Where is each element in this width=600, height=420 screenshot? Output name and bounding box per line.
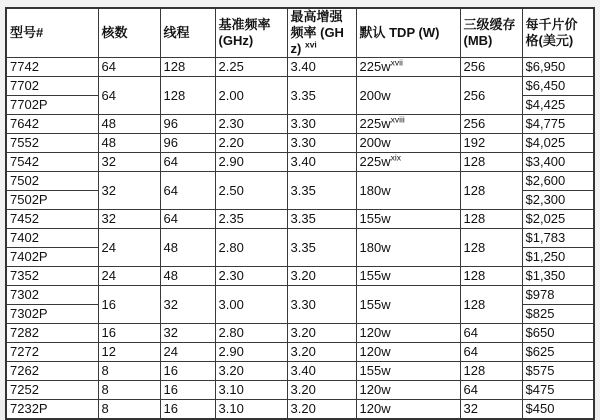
cores-cell-label: 32 bbox=[101, 154, 116, 169]
cores-cell bbox=[98, 134, 160, 153]
l3-cache-cell-label: 256 bbox=[463, 116, 486, 131]
cores-cell bbox=[98, 324, 160, 343]
base-freq-cell-label: 3.20 bbox=[218, 363, 244, 378]
price-cell bbox=[522, 400, 594, 420]
tdp-cell-label: 180w bbox=[359, 182, 391, 198]
boost-freq-cell bbox=[287, 153, 356, 172]
threads-cell-label: 32 bbox=[163, 325, 178, 340]
price-cell bbox=[522, 305, 594, 324]
boost-freq-cell-label: 3.35 bbox=[290, 239, 316, 255]
boost-freq-cell-label: 3.20 bbox=[290, 382, 316, 397]
base-freq-cell bbox=[215, 286, 287, 324]
model-cell-label: 7742 bbox=[10, 59, 39, 74]
threads-cell bbox=[160, 267, 215, 286]
threads-cell bbox=[160, 324, 215, 343]
threads-cell bbox=[160, 286, 215, 324]
table-body bbox=[6, 58, 594, 420]
boost-freq-cell bbox=[287, 362, 356, 381]
base-freq-cell-label: 3.00 bbox=[218, 296, 244, 312]
cores-cell bbox=[98, 210, 160, 229]
model-cell-label: 7302P bbox=[10, 306, 48, 321]
base-freq-cell bbox=[215, 172, 287, 210]
threads-cell bbox=[160, 134, 215, 153]
threads-cell bbox=[160, 362, 215, 381]
boost-freq-cell bbox=[287, 134, 356, 153]
cores-cell-label: 48 bbox=[101, 116, 116, 131]
cores-cell-label: 32 bbox=[101, 211, 116, 226]
cores-cell-label: 64 bbox=[101, 87, 116, 103]
price-cell-label: $825 bbox=[525, 306, 555, 321]
table-row bbox=[6, 267, 594, 286]
tdp-cell bbox=[356, 229, 460, 267]
threads-cell bbox=[160, 229, 215, 267]
l3-cache-cell bbox=[460, 381, 522, 400]
price-cell bbox=[522, 343, 594, 362]
model-cell bbox=[6, 96, 98, 115]
model-cell-label: 7502 bbox=[10, 173, 39, 188]
l3-cache-cell-label: 128 bbox=[463, 154, 486, 169]
model-cell bbox=[6, 362, 98, 381]
boost-freq-cell bbox=[287, 77, 356, 115]
base-freq-cell bbox=[215, 153, 287, 172]
base-freq-cell bbox=[215, 324, 287, 343]
cores-cell bbox=[98, 343, 160, 362]
l3-cache-cell-label: 256 bbox=[463, 59, 486, 74]
tdp-header-label: 默认 TDP (W) bbox=[359, 25, 440, 40]
cores-cell-label: 8 bbox=[101, 363, 109, 378]
l3-cache-cell bbox=[460, 229, 522, 267]
boost-freq-cell-label: 3.20 bbox=[290, 344, 316, 359]
cores-cell-label: 24 bbox=[101, 268, 116, 283]
model-cell-label: 7642 bbox=[10, 116, 39, 131]
threads-cell-label: 32 bbox=[163, 296, 178, 312]
price-cell-label: $4,775 bbox=[525, 116, 566, 131]
threads-cell-label: 64 bbox=[163, 154, 178, 169]
price-cell bbox=[522, 134, 594, 153]
base-freq-cell-label: 2.50 bbox=[218, 182, 244, 198]
threads-cell-label: 48 bbox=[163, 268, 178, 283]
base-freq-cell-label: 2.80 bbox=[218, 325, 244, 340]
price-cell-label: $6,950 bbox=[525, 59, 566, 74]
model-cell bbox=[6, 324, 98, 343]
base-freq-cell-label: 2.25 bbox=[218, 59, 244, 74]
l3-cache-cell-label: 64 bbox=[463, 382, 478, 397]
l3-cache-cell-label: 32 bbox=[463, 401, 478, 416]
l3-cache-cell bbox=[460, 267, 522, 286]
cores-cell-label: 64 bbox=[101, 59, 116, 74]
base-freq-cell bbox=[215, 77, 287, 115]
price-cell-label: $1,783 bbox=[525, 230, 566, 245]
tdp-cell-label: 155w bbox=[359, 363, 391, 378]
price-cell-label: $1,250 bbox=[525, 249, 566, 264]
price-cell bbox=[522, 191, 594, 210]
cores-cell bbox=[98, 153, 160, 172]
tdp-cell bbox=[356, 267, 460, 286]
price-cell bbox=[522, 248, 594, 267]
base-freq-cell bbox=[215, 115, 287, 134]
table-row bbox=[6, 58, 594, 77]
model-cell-label: 7552 bbox=[10, 135, 39, 150]
base-freq-cell bbox=[215, 362, 287, 381]
threads-cell-label: 64 bbox=[163, 182, 178, 198]
price-cell bbox=[522, 381, 594, 400]
tdp-cell-footnote: xviii bbox=[390, 114, 405, 125]
cores-header bbox=[98, 8, 160, 58]
tdp-cell-label: 200w bbox=[359, 135, 391, 150]
boost-freq-cell bbox=[287, 267, 356, 286]
tdp-cell-label: 200w bbox=[359, 87, 391, 103]
cpu-spec-table bbox=[5, 7, 595, 420]
table-row bbox=[6, 134, 594, 153]
model-cell-label: 7232P bbox=[10, 401, 48, 416]
table-row bbox=[6, 400, 594, 420]
boost-freq-header-label: 最高增强频率 (GHz) bbox=[290, 9, 344, 56]
boost-freq-cell bbox=[287, 229, 356, 267]
price-cell bbox=[522, 153, 594, 172]
cores-cell bbox=[98, 267, 160, 286]
model-cell bbox=[6, 153, 98, 172]
threads-cell bbox=[160, 172, 215, 210]
boost-freq-cell bbox=[287, 115, 356, 134]
tdp-cell-label: 225w bbox=[359, 154, 391, 169]
price-cell bbox=[522, 77, 594, 96]
price-cell-label: $2,600 bbox=[525, 173, 566, 188]
base-freq-cell-label: 2.90 bbox=[218, 154, 244, 169]
base-freq-cell-label: 2.30 bbox=[218, 116, 244, 131]
cores-cell bbox=[98, 58, 160, 77]
table-row bbox=[6, 210, 594, 229]
threads-cell-label: 16 bbox=[163, 382, 178, 397]
tdp-cell-label: 120w bbox=[359, 382, 391, 397]
price-cell bbox=[522, 229, 594, 248]
cores-cell-label: 16 bbox=[101, 325, 116, 340]
price-header-label: 每千片价格(美元) bbox=[525, 17, 578, 48]
model-cell-label: 7302 bbox=[10, 287, 39, 302]
base-freq-cell-label: 2.35 bbox=[218, 211, 244, 226]
price-cell-label: $4,025 bbox=[525, 135, 566, 150]
boost-freq-cell-label: 3.30 bbox=[290, 116, 316, 131]
cores-cell bbox=[98, 362, 160, 381]
price-cell bbox=[522, 267, 594, 286]
l3-cache-cell bbox=[460, 324, 522, 343]
tdp-cell bbox=[356, 343, 460, 362]
table-header bbox=[6, 8, 594, 58]
l3-cache-header-label: 三级缓存 (MB) bbox=[463, 17, 516, 48]
table-row bbox=[6, 153, 594, 172]
base-freq-header-label: 基准频率 (GHz) bbox=[218, 17, 271, 48]
threads-cell-label: 96 bbox=[163, 116, 178, 131]
l3-cache-cell bbox=[460, 172, 522, 210]
boost-freq-cell-label: 3.35 bbox=[290, 182, 316, 198]
model-cell bbox=[6, 400, 98, 420]
tdp-header bbox=[356, 8, 460, 58]
price-cell bbox=[522, 172, 594, 191]
tdp-cell bbox=[356, 172, 460, 210]
model-header bbox=[6, 8, 98, 58]
l3-cache-cell bbox=[460, 134, 522, 153]
threads-cell-label: 128 bbox=[163, 87, 186, 103]
boost-freq-cell bbox=[287, 400, 356, 420]
base-freq-cell-label: 2.00 bbox=[218, 87, 244, 103]
threads-cell bbox=[160, 400, 215, 420]
model-cell bbox=[6, 343, 98, 362]
threads-cell-label: 128 bbox=[163, 59, 186, 74]
price-cell-label: $978 bbox=[525, 287, 555, 302]
tdp-cell-label: 155w bbox=[359, 268, 391, 283]
price-header bbox=[522, 8, 594, 58]
base-freq-cell-label: 3.10 bbox=[218, 382, 244, 397]
model-cell bbox=[6, 381, 98, 400]
price-cell bbox=[522, 324, 594, 343]
price-cell-label: $3,400 bbox=[525, 154, 566, 169]
threads-cell-label: 24 bbox=[163, 344, 178, 359]
price-cell-label: $575 bbox=[525, 363, 555, 378]
table-row bbox=[6, 362, 594, 381]
table-row bbox=[6, 115, 594, 134]
tdp-cell bbox=[356, 77, 460, 115]
l3-cache-cell-label: 128 bbox=[463, 211, 486, 226]
table-row bbox=[6, 381, 594, 400]
tdp-cell-label: 180w bbox=[359, 239, 391, 255]
model-header-label: 型号# bbox=[10, 25, 44, 40]
base-freq-cell-label: 2.80 bbox=[218, 239, 244, 255]
cores-cell bbox=[98, 172, 160, 210]
cores-cell-label: 48 bbox=[101, 135, 116, 150]
model-cell-label: 7702 bbox=[10, 78, 39, 93]
price-cell bbox=[522, 96, 594, 115]
table-row bbox=[6, 229, 594, 248]
l3-cache-cell-label: 128 bbox=[463, 268, 486, 283]
price-cell-label: $2,025 bbox=[525, 211, 566, 226]
l3-cache-cell-label: 128 bbox=[463, 363, 486, 378]
threads-cell-label: 48 bbox=[163, 239, 178, 255]
boost-freq-header-footnote: xvi bbox=[304, 39, 317, 50]
boost-freq-cell bbox=[287, 58, 356, 77]
threads-cell-label: 16 bbox=[163, 363, 178, 378]
model-cell bbox=[6, 58, 98, 77]
price-cell-label: $6,450 bbox=[525, 78, 566, 93]
l3-cache-cell-label: 128 bbox=[463, 296, 486, 312]
price-cell-label: $625 bbox=[525, 344, 555, 359]
tdp-cell bbox=[356, 58, 460, 77]
base-freq-cell bbox=[215, 400, 287, 420]
threads-cell-label: 16 bbox=[163, 401, 178, 416]
cores-cell bbox=[98, 381, 160, 400]
boost-freq-cell-label: 3.40 bbox=[290, 59, 316, 74]
price-cell bbox=[522, 362, 594, 381]
boost-freq-cell-label: 3.35 bbox=[290, 87, 316, 103]
price-cell bbox=[522, 210, 594, 229]
model-cell-label: 7282 bbox=[10, 325, 39, 340]
tdp-cell-label: 225w bbox=[359, 59, 391, 74]
model-cell bbox=[6, 77, 98, 96]
tdp-cell bbox=[356, 134, 460, 153]
base-freq-cell-label: 2.90 bbox=[218, 344, 244, 359]
base-freq-cell bbox=[215, 134, 287, 153]
tdp-cell bbox=[356, 381, 460, 400]
price-cell bbox=[522, 115, 594, 134]
l3-cache-cell-label: 192 bbox=[463, 135, 486, 150]
base-freq-header bbox=[215, 8, 287, 58]
boost-freq-cell bbox=[287, 343, 356, 362]
model-cell bbox=[6, 191, 98, 210]
price-cell bbox=[522, 286, 594, 305]
tdp-cell-label: 120w bbox=[359, 401, 391, 416]
tdp-cell bbox=[356, 210, 460, 229]
threads-cell bbox=[160, 343, 215, 362]
boost-freq-cell bbox=[287, 381, 356, 400]
base-freq-cell-label: 3.10 bbox=[218, 401, 244, 416]
l3-cache-cell-label: 64 bbox=[463, 344, 478, 359]
l3-cache-cell bbox=[460, 210, 522, 229]
table-row bbox=[6, 286, 594, 305]
cores-cell bbox=[98, 286, 160, 324]
model-cell-label: 7402 bbox=[10, 230, 39, 245]
base-freq-cell bbox=[215, 381, 287, 400]
boost-freq-cell bbox=[287, 210, 356, 229]
model-cell bbox=[6, 172, 98, 191]
l3-cache-cell-label: 64 bbox=[463, 325, 478, 340]
cores-cell-label: 12 bbox=[101, 344, 116, 359]
cores-cell-label: 24 bbox=[101, 239, 116, 255]
tdp-cell bbox=[356, 286, 460, 324]
boost-freq-cell-label: 3.30 bbox=[290, 135, 316, 150]
l3-cache-cell bbox=[460, 343, 522, 362]
cores-cell bbox=[98, 77, 160, 115]
model-cell bbox=[6, 267, 98, 286]
cores-cell bbox=[98, 400, 160, 420]
l3-cache-cell-label: 128 bbox=[463, 239, 486, 255]
model-cell bbox=[6, 115, 98, 134]
tdp-cell-label: 155w bbox=[359, 296, 391, 312]
base-freq-cell bbox=[215, 229, 287, 267]
l3-cache-cell bbox=[460, 77, 522, 115]
model-cell bbox=[6, 210, 98, 229]
model-cell-label: 7452 bbox=[10, 211, 39, 226]
boost-freq-cell-label: 3.40 bbox=[290, 363, 316, 378]
tdp-cell-label: 225w bbox=[359, 116, 391, 131]
model-cell-label: 7702P bbox=[10, 97, 48, 112]
l3-cache-cell-label: 256 bbox=[463, 87, 486, 103]
l3-cache-cell bbox=[460, 362, 522, 381]
base-freq-cell bbox=[215, 267, 287, 286]
tdp-cell-label: 120w bbox=[359, 344, 391, 359]
threads-header bbox=[160, 8, 215, 58]
tdp-cell bbox=[356, 362, 460, 381]
cores-cell-label: 8 bbox=[101, 382, 109, 397]
price-cell-label: $1,350 bbox=[525, 268, 566, 283]
model-cell-label: 7262 bbox=[10, 363, 39, 378]
price-cell-label: $4,425 bbox=[525, 97, 566, 112]
table-row bbox=[6, 77, 594, 96]
base-freq-cell bbox=[215, 343, 287, 362]
header-row bbox=[6, 8, 594, 58]
tdp-cell-footnote: xix bbox=[390, 152, 401, 163]
threads-cell bbox=[160, 115, 215, 134]
model-cell bbox=[6, 229, 98, 248]
tdp-cell-label: 155w bbox=[359, 211, 391, 226]
threads-cell bbox=[160, 58, 215, 77]
cores-header-label: 核数 bbox=[101, 25, 128, 40]
threads-cell-label: 96 bbox=[163, 135, 178, 150]
table-row bbox=[6, 324, 594, 343]
boost-freq-cell bbox=[287, 172, 356, 210]
cores-cell-label: 16 bbox=[101, 296, 116, 312]
tdp-cell bbox=[356, 115, 460, 134]
boost-freq-cell-label: 3.20 bbox=[290, 401, 316, 416]
price-cell-label: $475 bbox=[525, 382, 555, 397]
base-freq-cell-label: 2.30 bbox=[218, 268, 244, 283]
model-cell-label: 7272 bbox=[10, 344, 39, 359]
boost-freq-cell-label: 3.40 bbox=[290, 154, 316, 169]
boost-freq-cell-label: 3.30 bbox=[290, 296, 316, 312]
model-cell bbox=[6, 134, 98, 153]
model-cell bbox=[6, 305, 98, 324]
base-freq-cell bbox=[215, 210, 287, 229]
cores-cell-label: 32 bbox=[101, 182, 116, 198]
table-row bbox=[6, 343, 594, 362]
l3-cache-cell bbox=[460, 400, 522, 420]
boost-freq-cell-label: 3.20 bbox=[290, 325, 316, 340]
model-cell bbox=[6, 248, 98, 267]
price-cell bbox=[522, 58, 594, 77]
boost-freq-cell bbox=[287, 286, 356, 324]
threads-cell bbox=[160, 210, 215, 229]
l3-cache-header bbox=[460, 8, 522, 58]
threads-header-label: 线程 bbox=[163, 25, 190, 40]
model-cell-label: 7352 bbox=[10, 268, 39, 283]
threads-cell bbox=[160, 77, 215, 115]
boost-freq-cell-label: 3.20 bbox=[290, 268, 316, 283]
model-cell-label: 7402P bbox=[10, 249, 48, 264]
price-cell-label: $2,300 bbox=[525, 192, 566, 207]
l3-cache-cell-label: 128 bbox=[463, 182, 486, 198]
l3-cache-cell bbox=[460, 58, 522, 77]
cores-cell bbox=[98, 115, 160, 134]
base-freq-cell-label: 2.20 bbox=[218, 135, 244, 150]
model-cell-label: 7502P bbox=[10, 192, 48, 207]
base-freq-cell bbox=[215, 58, 287, 77]
l3-cache-cell bbox=[460, 286, 522, 324]
price-cell-label: $450 bbox=[525, 401, 555, 416]
tdp-cell-label: 120w bbox=[359, 325, 391, 340]
boost-freq-cell-label: 3.35 bbox=[290, 211, 316, 226]
boost-freq-header bbox=[287, 8, 356, 58]
table-row bbox=[6, 172, 594, 191]
model-cell-label: 7252 bbox=[10, 382, 39, 397]
tdp-cell bbox=[356, 153, 460, 172]
model-cell bbox=[6, 286, 98, 305]
threads-cell bbox=[160, 381, 215, 400]
l3-cache-cell bbox=[460, 153, 522, 172]
model-cell-label: 7542 bbox=[10, 154, 39, 169]
boost-freq-cell bbox=[287, 324, 356, 343]
tdp-cell bbox=[356, 400, 460, 420]
tdp-cell-footnote: xvii bbox=[390, 57, 403, 68]
tdp-cell bbox=[356, 324, 460, 343]
threads-cell bbox=[160, 153, 215, 172]
price-cell-label: $650 bbox=[525, 325, 555, 340]
cores-cell bbox=[98, 229, 160, 267]
cores-cell-label: 8 bbox=[101, 401, 109, 416]
l3-cache-cell bbox=[460, 115, 522, 134]
threads-cell-label: 64 bbox=[163, 211, 178, 226]
